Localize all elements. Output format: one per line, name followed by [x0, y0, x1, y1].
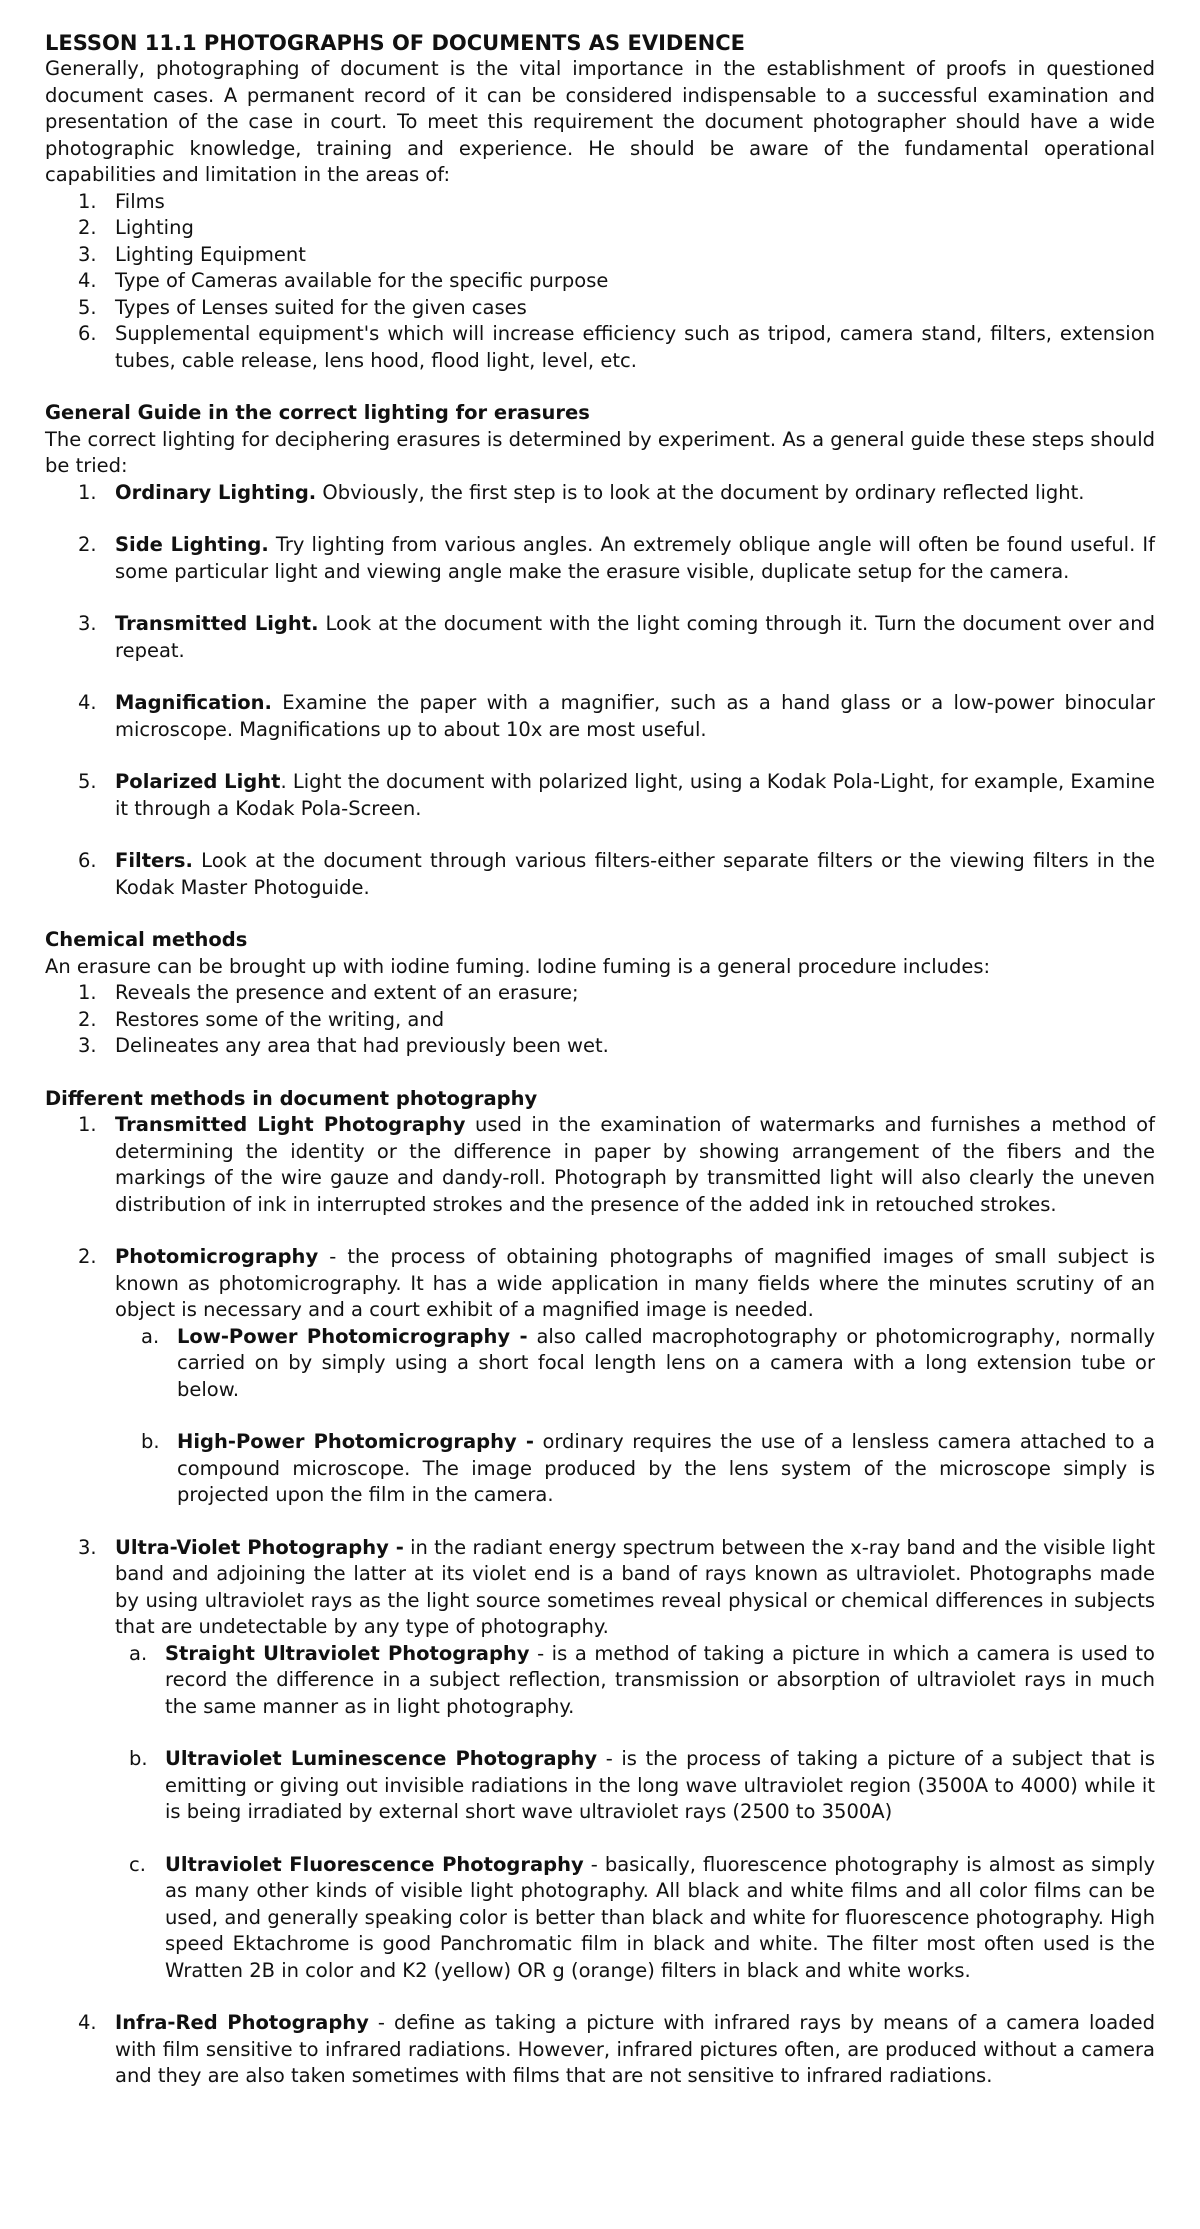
intro-paragraph: Generally, photographing of document is the vital importance in the establishment of proofs in questioned document cases. A permanent record of it can be considered indispensable to a successful examination and presentation of the case in court. To meet this requirement the document photographer should have a wide photographic knowledge, training and experience. He should be aware of the fundamental operational capabilities and limitation in the areas of: [45, 57, 1155, 186]
methods-heading: Different methods in document photography [45, 1086, 538, 1110]
list-item: 2. Restores some of the writing, and [78, 1007, 445, 1031]
lighting-intro: The correct lighting for deciphering erasures is determined by experiment. As a general guide these steps should be tried: [45, 427, 1155, 477]
list-item: 2. Lighting [78, 216, 194, 239]
list-item: 2. Side Lighting. Try lighting from various angles. An extremely oblique angle will often be found useful. If some particular light and viewing angle make the erasure visible, duplicate setup for the camera. [78, 533, 1155, 583]
chemical-list [45, 980, 1155, 1060]
lesson-title: LESSON 11.1 PHOTOGRAPHS OF DOCUMENTS AS EVIDENCE [45, 31, 745, 55]
list-item: b. High-Power Photomicrography - ordinary requires the use of a lensless camera attached to a compound microscope. The image produced by the lens system of the microscope simply is projected upon the film in the camera. [141, 1430, 1155, 1506]
list-item: 4. Infra-Red Photography - define as taking a picture with infrared rays by means of a camera loaded with film sensitive to infrared radiations. However, infrared pictures often, are produced without a camera and they are also taken sometimes with films that are not sensitive to infrared radiations. [78, 2011, 1155, 2087]
lighting-list [45, 480, 1155, 902]
list-item: 6. Supplemental equipment's which will increase efficiency such as tripod, camera stand, filters, extension tubes, cable release, lens hood, flood light, level, etc. [78, 322, 1155, 372]
chemical-intro: An erasure can be brought up with iodine fuming. Iodine fuming is a general procedure includes: [45, 954, 991, 978]
list-item: 1. Reveals the presence and extent of an erasure; [78, 981, 579, 1004]
list-item: 3. Transmitted Light. Look at the document with the light coming through it. Turn the document over and repeat. [78, 612, 1155, 662]
list-item: 4. Magnification. Examine the paper with a magnifier, such as a hand glass or a low-power binocular microscope. Magnifications up to about 10x are most useful. [78, 691, 1155, 741]
list-item: 1. Films [78, 189, 165, 213]
list-item: a. Low-Power Photomicrography - also called macrophotography or photomicrography, normally carried on by simply using a short focal length lens on a camera with a long extension tube or below. [141, 1324, 1155, 1401]
list-item: 1. Transmitted Light Photography used in the examination of watermarks and furnishes a method of determining the identity or the difference in paper by showing arrangement of the fibers and the markings of the wire gauze and dandy-roll. Photograph by transmitted light will also clearly the uneven distribution of ink in interrupted strokes and the presence of the added ink in retouched strokes. [78, 1113, 1155, 1216]
ultraviolet-sublist [115, 1641, 1155, 1985]
list-item: 4. Type of Cameras available for the specific purpose [78, 269, 609, 292]
areas-list [45, 189, 1155, 375]
list-item: 6. Filters. Look at the document through various filters-either separate filters or the viewing filters in the Kodak Master Photoguide. [78, 849, 1155, 899]
methods-list [45, 1112, 1155, 2090]
chemical-heading: Chemical methods [45, 928, 248, 951]
list-item: 2. Photomicrography - the process of obtaining photographs of magnified images of small subject is known as photomicrography. It has a wide application in many fields where the minutes scrutiny of an object is necessary and a court exhibit of a magnified image is needed. a. Low-Power Photomicrography - also called macrophotography or photomicrography, normally carried on by simply using a short focal length lens on a camera with a long extension tube or below. b. High-Power Photomicrography - ordinary requires the use of a lensless camera attached to a compound microscope. The image produced by the lens system of the microscope simply is projected upon the film in the camera. [45, 1244, 1155, 1509]
list-item: 3. Delineates any area that had previously been wet. [78, 1034, 609, 1057]
photomicrography-sublist [115, 1324, 1155, 1509]
list-item: b. Ultraviolet Luminescence Photography - is the process of taking a picture of a subject that is emitting or giving out invisible radiations in the long wave ultraviolet region (3500A to 4000) while it is being irradiated by external short wave ultraviolet rays (2500 to 3500A) [129, 1747, 1155, 1823]
list-item: 5. Types of Lenses suited for the given cases [78, 295, 527, 319]
list-item: 3. Lighting Equipment [78, 242, 306, 266]
list-item: 3. Ultra-Violet Photography - in the radiant energy spectrum between the x-ray band and the visible light band and adjoining the latter at its violet end is a band of rays known as ultraviolet. Photographs made by using ultraviolet rays as the light source sometimes reveal physical or chemical differences in subjects that are undetectable by any type of photography. a. Straight Ultraviolet Photography - is a method of taking a picture in which a camera is used to record the difference in a subject reflection, transmission or absorption of ultraviolet rays in much the same manner as in light photography. b. Ultraviolet Luminescence Photography - is the process of taking a picture of a subject that is emitting or giving out invisible radiations in the long wave ultraviolet region (3500A to 4000) while it is being irradiated by external short wave ultraviolet rays (2500 to 3500A) c. Ultraviolet Fluorescence Photography - basically, fluorescence photography is almost as simply as many other kinds of visible light photography. All black and white films and all color films can be used, and generally speaking color is better than black and white for fluorescence photography. High speed Ektachrome is good Panchromatic film in black and white. The filter most often used is the Wratten 2B in color and K2 (yellow) OR g (orange) filters in black and white works. [45, 1535, 1155, 1985]
list-item: 1. Ordinary Lighting. Obviously, the first step is to look at the document by ordinary reflected light. [78, 480, 1085, 504]
list-item: 5. Polarized Light. Light the document with polarized light, using a Kodak Pola-Light, for example, Examine it through a Kodak Pola-Screen. [78, 770, 1155, 820]
list-item: c. Ultraviolet Fluorescence Photography - basically, fluorescence photography is almost as simply as many other kinds of visible light photography. All black and white films and all color films can be used, and generally speaking color is better than black and white for fluorescence photography. High speed Ektachrome is good Panchromatic film in black and white. The filter most often used is the Wratten 2B in color and K2 (yellow) OR g (orange) filters in black and white works. [129, 1852, 1155, 1982]
lighting-heading: General Guide in the correct lighting for erasures [45, 401, 590, 424]
list-item: a. Straight Ultraviolet Photography - is a method of taking a picture in which a camera is used to record the difference in a subject reflection, transmission or absorption of ultraviolet rays in much the same manner as in light photography. [129, 1641, 1155, 1718]
